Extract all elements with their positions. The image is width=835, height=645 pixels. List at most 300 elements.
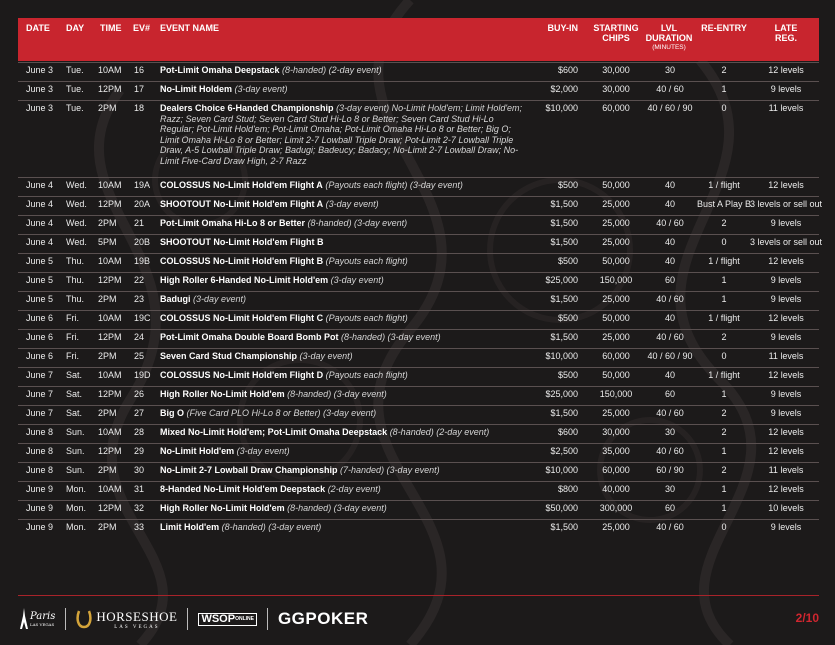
cell-day: Thu.	[66, 294, 85, 304]
event-description: (7-handed) (3-day event)	[340, 465, 440, 475]
cell-ev: 32	[134, 503, 145, 513]
cell-buyin: $2,500	[550, 446, 578, 456]
header-date: DATE	[26, 23, 50, 33]
cell-time: 12PM	[98, 446, 122, 456]
cell-late: 9 levels	[770, 408, 802, 418]
row-separator	[18, 81, 819, 82]
event-title: COLOSSUS No-Limit Hold'em Flight B	[160, 256, 324, 266]
cell-buyin: $1,500	[550, 199, 578, 209]
cell-late: 12 levels	[768, 370, 804, 380]
event-title: Limit Hold'em	[160, 522, 220, 532]
cell-day: Mon.	[66, 503, 87, 513]
event-description: (3-day event)	[330, 275, 384, 285]
cell-event-name	[160, 484, 525, 495]
cell-time: 12PM	[98, 389, 122, 399]
row-separator	[18, 405, 819, 406]
cell-reentry: 0	[721, 351, 727, 361]
footer-divider	[18, 595, 819, 596]
cell-time: 12PM	[98, 84, 122, 94]
header-late-line2: REG.	[774, 32, 797, 43]
cell-buyin: $1,500	[550, 408, 578, 418]
cell-date: June 6	[26, 351, 54, 361]
cell-date: June 7	[26, 389, 54, 399]
cell-time: 10AM	[98, 484, 122, 494]
cell-reentry: Bust A Play B	[696, 199, 752, 209]
header-starting-chips	[588, 24, 644, 43]
paris-name: Paris	[30, 611, 56, 622]
cell-chips: 300,000	[599, 503, 633, 513]
cell-day: Sat.	[66, 408, 83, 418]
cell-late: 12 levels	[768, 313, 804, 323]
cell-buyin: $500	[557, 370, 578, 380]
event-title: No-Limit Holdem	[160, 84, 232, 94]
header-day: DAY	[66, 23, 85, 33]
cell-late: 9 levels	[770, 275, 802, 285]
cell-event-name	[160, 446, 525, 457]
cell-event-name	[160, 465, 525, 476]
row-separator	[18, 481, 819, 482]
cell-day: Mon.	[66, 522, 87, 532]
cell-buyin: $500	[557, 180, 578, 190]
cell-buyin: $1,500	[550, 237, 578, 247]
event-description: (Five Card PLO Hi-Lo 8 or Better) (3-day event)	[186, 408, 377, 418]
cell-ev: 16	[134, 65, 145, 75]
cell-date: June 5	[26, 256, 54, 266]
cell-ev: 19D	[134, 370, 151, 380]
event-description: (2-day event)	[327, 484, 381, 494]
cell-time: 10AM	[98, 65, 122, 75]
cell-buyin: $1,500	[550, 294, 578, 304]
cell-event-name	[160, 427, 525, 438]
cell-date: June 4	[26, 237, 54, 247]
cell-date: June 9	[26, 522, 54, 532]
cell-lvl: 40 / 60	[656, 84, 684, 94]
cell-late: 12 levels	[768, 256, 804, 266]
cell-event-name	[160, 199, 525, 210]
cell-buyin: $1,500	[550, 218, 578, 228]
header-time: TIME	[100, 23, 122, 33]
cell-event-name	[160, 522, 525, 533]
ggpoker-wordmark: GGPOKER	[277, 609, 369, 628]
event-description: (3-day event)	[325, 199, 379, 209]
table-header	[18, 18, 819, 61]
cell-lvl: 30	[664, 484, 675, 494]
cell-event-name	[160, 237, 525, 248]
cell-date: June 3	[26, 103, 54, 113]
cell-chips: 25,000	[602, 408, 630, 418]
event-description: (8-handed) (3-day event)	[307, 218, 408, 228]
cell-lvl: 40 / 60 / 90	[647, 351, 693, 361]
cell-day: Sat.	[66, 370, 83, 380]
cell-chips: 60,000	[602, 103, 630, 113]
cell-buyin: $10,000	[545, 465, 578, 475]
cell-chips: 25,000	[602, 218, 630, 228]
cell-late: 9 levels	[770, 294, 802, 304]
cell-reentry: 2	[721, 218, 727, 228]
cell-reentry: 0	[721, 237, 727, 247]
event-description: (8-handed) (3-day event)	[287, 503, 387, 513]
cell-ev: 29	[134, 446, 145, 456]
cell-ev: 21	[134, 218, 145, 228]
cell-time: 12PM	[98, 503, 122, 513]
cell-reentry: 1	[721, 446, 727, 456]
cell-time: 12PM	[98, 199, 122, 209]
cell-lvl: 40 / 60 / 90	[647, 103, 693, 113]
ggpoker-logo	[278, 609, 368, 629]
cell-day: Thu.	[66, 256, 85, 266]
row-separator	[18, 196, 819, 197]
cell-chips: 150,000	[599, 275, 633, 285]
cell-buyin: $10,000	[545, 103, 578, 113]
cell-date: June 5	[26, 275, 54, 285]
cell-ev: 31	[134, 484, 145, 494]
header-lvl-unit: (MINUTES)	[652, 44, 686, 51]
paris-wordmark	[30, 611, 55, 627]
footer-logos	[18, 604, 368, 634]
event-title: Seven Card Stud Championship	[160, 351, 298, 361]
cell-time: 2PM	[98, 294, 117, 304]
cell-late: 12 levels	[768, 446, 804, 456]
cell-chips: 25,000	[602, 294, 630, 304]
cell-reentry: 1	[721, 484, 727, 494]
cell-reentry: 1 / flight	[708, 370, 740, 380]
cell-chips: 25,000	[602, 522, 630, 532]
cell-day: Wed.	[66, 199, 87, 209]
cell-time: 10AM	[98, 427, 122, 437]
row-separator	[18, 348, 819, 349]
cell-lvl: 60	[664, 389, 675, 399]
event-title: 8-Handed No-Limit Hold'em Deepstack	[160, 484, 326, 494]
cell-date: June 7	[26, 408, 54, 418]
cell-lvl: 40 / 60	[656, 522, 684, 532]
cell-ev: 24	[134, 332, 145, 342]
cell-lvl: 60	[664, 275, 675, 285]
cell-buyin: $10,000	[545, 351, 578, 361]
event-description: (3-day event)	[193, 294, 247, 304]
cell-time: 10AM	[98, 256, 122, 266]
header-lvl-line1: LVL	[660, 23, 678, 33]
cell-chips: 30,000	[602, 427, 630, 437]
cell-buyin: $600	[557, 65, 578, 75]
cell-late: 9 levels	[770, 84, 802, 94]
event-description: (8-handed) (2-day event)	[389, 427, 490, 437]
cell-buyin: $1,500	[550, 522, 578, 532]
cell-event-name	[160, 180, 525, 191]
cell-ev: 18	[134, 103, 145, 113]
cell-day: Sat.	[66, 389, 83, 399]
cell-late: 11 levels	[768, 103, 804, 113]
cell-time: 2PM	[98, 103, 117, 113]
cell-day: Tue.	[66, 84, 84, 94]
cell-day: Sun.	[66, 427, 85, 437]
cell-chips: 40,000	[602, 484, 630, 494]
cell-ev: 17	[134, 84, 145, 94]
event-title: COLOSSUS No-Limit Hold'em Flight C	[160, 313, 324, 323]
cell-day: Tue.	[66, 65, 84, 75]
cell-event-name	[160, 275, 525, 286]
cell-ev: 23	[134, 294, 145, 304]
cell-chips: 50,000	[602, 313, 630, 323]
cell-time: 10AM	[98, 370, 122, 380]
cell-reentry: 2	[721, 427, 727, 437]
row-separator	[18, 310, 819, 311]
cell-late: 12 levels	[768, 484, 804, 494]
header-chips-line2: CHIPS	[602, 32, 630, 43]
cell-reentry: 1	[721, 275, 727, 285]
row-separator	[18, 291, 819, 292]
cell-late: 3 levels or sell out	[749, 199, 823, 209]
cell-event-name	[160, 294, 525, 305]
cell-date: June 4	[26, 218, 54, 228]
event-description: (8-handed) (3-day event)	[287, 389, 387, 399]
event-title: Big O	[160, 408, 184, 418]
header-buyin: BUY-IN	[547, 23, 578, 33]
row-separator	[18, 462, 819, 463]
cell-late: 9 levels	[770, 522, 802, 532]
cell-day: Mon.	[66, 484, 87, 494]
cell-chips: 50,000	[602, 370, 630, 380]
row-separator	[18, 272, 819, 273]
cell-date: June 7	[26, 370, 54, 380]
event-title: COLOSSUS No-Limit Hold'em Flight D	[160, 370, 324, 380]
cell-lvl: 40	[664, 370, 675, 380]
cell-date: June 4	[26, 180, 54, 190]
cell-event-name	[160, 503, 525, 514]
cell-buyin: $1,500	[550, 332, 578, 342]
cell-time: 10AM	[98, 180, 122, 190]
row-separator	[18, 443, 819, 444]
cell-buyin: $25,000	[545, 275, 578, 285]
cell-ev: 26	[134, 389, 145, 399]
cell-reentry: 2	[721, 465, 727, 475]
row-separator	[18, 424, 819, 425]
cell-lvl: 40	[664, 256, 675, 266]
row-separator	[18, 62, 819, 63]
row-separator	[18, 215, 819, 216]
cell-late: 9 levels	[770, 389, 802, 399]
cell-lvl: 40 / 60	[656, 408, 684, 418]
cell-date: June 3	[26, 84, 54, 94]
cell-event-name	[160, 370, 525, 381]
cell-day: Fri.	[66, 332, 79, 342]
cell-day: Thu.	[66, 275, 85, 285]
cell-date: June 9	[26, 503, 54, 513]
cell-ev: 20B	[134, 237, 151, 247]
cell-lvl: 40 / 60	[656, 218, 684, 228]
event-description: (Payouts each flight)	[325, 256, 408, 266]
cell-ev: 33	[134, 522, 145, 532]
event-title: Badugi	[160, 294, 191, 304]
cell-event-name	[160, 218, 525, 229]
header-event-name: EVENT NAME	[160, 23, 220, 33]
cell-reentry: 0	[721, 522, 727, 532]
event-title: Mixed No-Limit Hold'em; Pot-Limit Omaha Deepstack	[160, 427, 388, 437]
event-description: (8-handed) (3-day event)	[221, 522, 322, 532]
row-separator	[18, 329, 819, 330]
event-description: (3-day event)	[234, 84, 288, 94]
event-description: (Payouts each flight)	[325, 313, 408, 323]
cell-day: Sun.	[66, 465, 85, 475]
horseshoe-logo	[76, 609, 177, 630]
event-title: No-Limit Hold'em	[160, 446, 235, 456]
cell-date: June 3	[26, 65, 54, 75]
horseshoe-name: HORSESHOE	[96, 608, 178, 624]
cell-lvl: 30	[664, 427, 675, 437]
cell-reentry: 1	[721, 503, 727, 513]
cell-chips: 35,000	[602, 446, 630, 456]
cell-lvl: 30	[664, 65, 675, 75]
cell-reentry: 2	[721, 332, 727, 342]
cell-date: June 9	[26, 484, 54, 494]
event-title: High Roller 6-Handed No-Limit Hold'em	[160, 275, 329, 285]
row-separator	[18, 519, 819, 520]
cell-lvl: 40 / 60	[656, 294, 684, 304]
eiffel-tower-icon	[18, 608, 30, 630]
cell-lvl: 40 / 60	[656, 446, 684, 456]
cell-chips: 25,000	[602, 199, 630, 209]
cell-chips: 50,000	[602, 256, 630, 266]
cell-late: 12 levels	[768, 427, 804, 437]
cell-day: Fri.	[66, 313, 79, 323]
cell-ev: 19A	[134, 180, 151, 190]
event-description: (Payouts each flight) (3-day event)	[325, 180, 463, 190]
cell-ev: 22	[134, 275, 145, 285]
logo-divider	[65, 608, 66, 630]
event-description: (Payouts each flight)	[325, 370, 408, 380]
cell-late: 12 levels	[768, 180, 804, 190]
logo-divider	[267, 608, 268, 630]
row-separator	[18, 100, 819, 101]
event-title: No-Limit 2-7 Lowball Draw Championship	[160, 465, 338, 475]
event-description: (3-day event) No-Limit Hold'em; Limit Hold'em; Razz; Seven Card Stud; Seven Card Stud Hi-Lo 8 or Better; Seven Card Stud Hi-Lo Regular; Pot-Limit Hold'em; Pot-Limit Omaha; Pot-Limit Omaha Hi-Lo 8 or Better; Big O; Limit Omaha Hi-Lo 8 or Better; Limit 2-7 Lowball Triple Draw; Pot-Limit 2-7 Lowball Triple Draw, A-5 Lowball Triple Draw; Badugi; Badeucy; Badacy; No-Limit 2-7 Lowball Draw; No-Limit Five-Card Draw High, 2-7 Razz	[160, 103, 523, 166]
cell-day: Fri.	[66, 351, 79, 361]
cell-ev: 19B	[134, 256, 151, 266]
cell-date: June 5	[26, 294, 54, 304]
cell-buyin: $800	[557, 484, 578, 494]
paris-location: LAS VEGAS	[30, 622, 55, 627]
event-description: (8-handed) (3-day event)	[341, 332, 441, 342]
cell-ev: 20A	[134, 199, 151, 209]
cell-reentry: 1	[721, 84, 727, 94]
cell-chips: 60,000	[602, 351, 630, 361]
header-late-reg	[756, 24, 816, 43]
cell-reentry: 1	[721, 294, 727, 304]
cell-date: June 8	[26, 465, 54, 475]
cell-buyin: $500	[557, 313, 578, 323]
event-title: High Roller No-Limit Hold'em	[160, 389, 285, 399]
cell-chips: 30,000	[602, 65, 630, 75]
cell-late: 11 levels	[768, 465, 804, 475]
horseshoe-icon	[76, 609, 92, 629]
cell-event-name	[160, 313, 525, 324]
cell-ev: 30	[134, 465, 145, 475]
cell-time: 2PM	[98, 522, 117, 532]
horseshoe-wordmark	[96, 609, 177, 630]
cell-reentry: 2	[721, 65, 727, 75]
wsop-online-logo	[198, 613, 257, 626]
row-separator	[18, 500, 819, 501]
row-separator	[18, 386, 819, 387]
cell-reentry: 0	[721, 103, 727, 113]
wsop-online-label: ONLINE	[235, 615, 254, 622]
cell-reentry: 1 / flight	[708, 180, 740, 190]
cell-lvl: 40	[664, 180, 675, 190]
cell-day: Sun.	[66, 446, 85, 456]
event-title: SHOOTOUT No-Limit Hold'em Flight A	[160, 199, 324, 209]
cell-reentry: 1 / flight	[708, 313, 740, 323]
cell-late: 10 levels	[768, 503, 804, 513]
row-separator	[18, 367, 819, 368]
logo-divider	[187, 608, 188, 630]
cell-date: June 4	[26, 199, 54, 209]
cell-day: Wed.	[66, 237, 87, 247]
cell-lvl: 60 / 90	[656, 465, 684, 475]
cell-reentry: 2	[721, 408, 727, 418]
cell-reentry: 1 / flight	[708, 256, 740, 266]
cell-chips: 25,000	[602, 237, 630, 247]
cell-lvl: 40	[664, 313, 675, 323]
wsop-wordmark: WSOP	[201, 612, 236, 625]
cell-chips: 30,000	[602, 84, 630, 94]
event-title: Pot-Limit Omaha Deepstack	[160, 65, 280, 75]
row-separator	[18, 234, 819, 235]
cell-event-name	[160, 332, 525, 343]
cell-time: 2PM	[98, 351, 117, 361]
event-title: SHOOTOUT No-Limit Hold'em Flight B	[160, 237, 324, 247]
cell-late: 3 levels or sell out	[749, 237, 823, 247]
cell-event-name	[160, 256, 525, 267]
cell-event-name	[160, 408, 525, 419]
cell-late: 11 levels	[768, 351, 804, 361]
cell-buyin: $50,000	[545, 503, 578, 513]
cell-lvl: 40	[664, 237, 675, 247]
cell-chips: 150,000	[599, 389, 633, 399]
header-reentry: RE-ENTRY	[701, 23, 747, 33]
header-lvl-line2: DURATION	[645, 32, 693, 43]
cell-ev: 28	[134, 427, 145, 437]
cell-time: 2PM	[98, 218, 117, 228]
cell-date: June 6	[26, 313, 54, 323]
cell-buyin: $2,000	[550, 84, 578, 94]
header-lvl-duration	[644, 24, 694, 53]
cell-chips: 60,000	[602, 465, 630, 475]
cell-late: 9 levels	[770, 332, 802, 342]
cell-event-name	[160, 103, 525, 166]
cell-event-name	[160, 84, 525, 95]
header-late-line1: LATE	[774, 23, 798, 33]
cell-reentry: 1	[721, 389, 727, 399]
page-number: 2/10	[795, 611, 819, 625]
row-separator	[18, 253, 819, 254]
cell-lvl: 40	[664, 199, 675, 209]
cell-lvl: 40 / 60	[656, 332, 684, 342]
cell-time: 12PM	[98, 332, 122, 342]
cell-buyin: $600	[557, 427, 578, 437]
event-title: Pot-Limit Omaha Hi-Lo 8 or Better	[160, 218, 306, 228]
cell-date: June 8	[26, 427, 54, 437]
paris-logo	[18, 608, 55, 630]
cell-ev: 27	[134, 408, 145, 418]
cell-event-name	[160, 389, 525, 400]
cell-ev: 19C	[134, 313, 151, 323]
cell-chips: 50,000	[602, 180, 630, 190]
header-chips-line1: STARTING	[593, 23, 639, 33]
event-title: COLOSSUS No-Limit Hold'em Flight A	[160, 180, 323, 190]
horseshoe-location: LAS VEGAS	[114, 624, 160, 630]
cell-buyin: $500	[557, 256, 578, 266]
cell-chips: 25,000	[602, 332, 630, 342]
cell-lvl: 60	[664, 503, 675, 513]
